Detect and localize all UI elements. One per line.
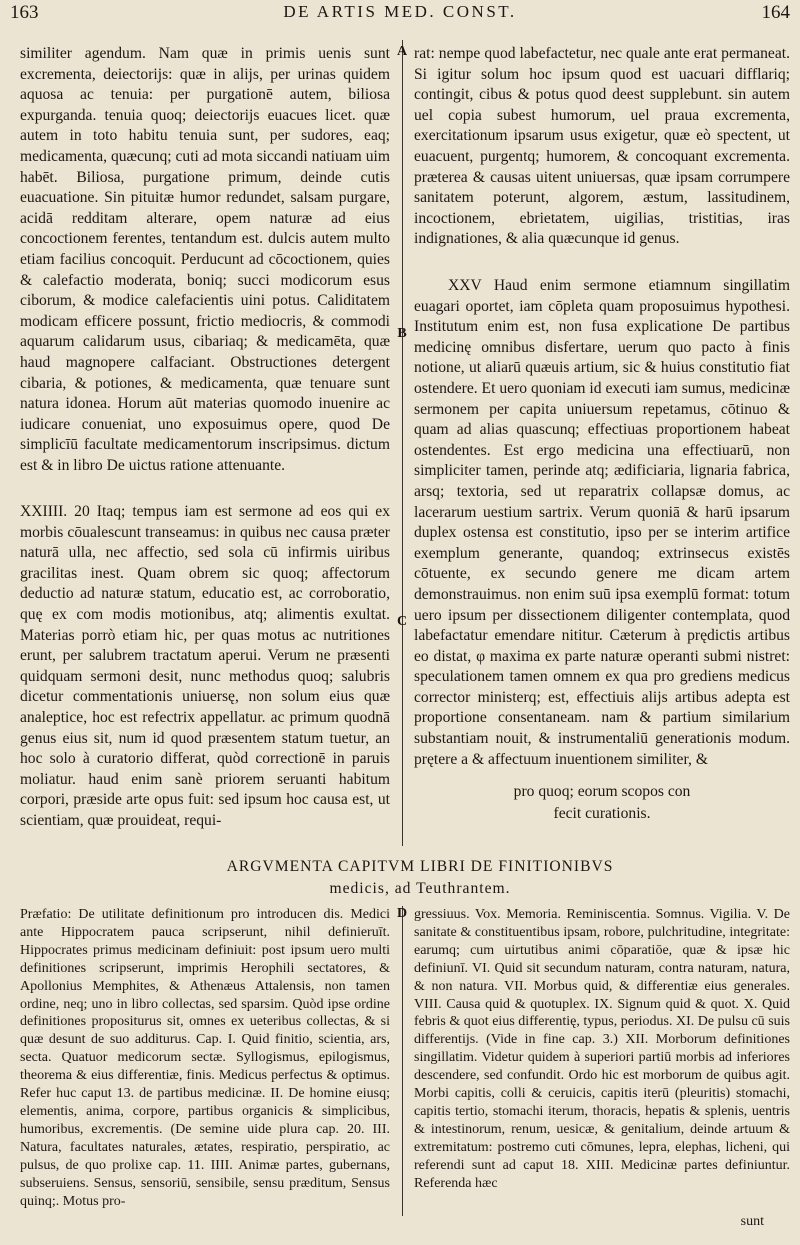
right-column-paragraph-1: rat: nempe quod labefactetur, nec quale ante erat permaneat. Si igitur solum hoc ipsum quod est uacuari difflariq; contingit, cibus & potus quod deest supplebunt. sin autem uel copia subest humorum, uel praua excrementa, exercitationum ipsarum usus exigetur, quæ eò spectent, ut euacuent, purgentq; humorem, & concoquant excrementa. præterea & causas uitent uniuersas, quæ ipsam corrumpere sanitatem poterunt, algorem, æstum, lassitudinem, incoctionem, ebrietatem, uigilias, tristitias, iras indignationes, & alia quæcunque id genus. (414, 45, 790, 248)
running-title: DE ARTIS MED. CONST. (283, 2, 517, 21)
page-number-right: 164 (761, 2, 790, 23)
column-divider-lower (402, 906, 403, 1216)
right-column-tail-2: fecit curationis. (553, 805, 651, 822)
right-column-paragraph-2: XXV Haud enim sermone etiamnum singillatim euagari oportet, iam cōpleta quam proposuimus hypothesi. Institutum enim est, non fusa explicatione De partibus medicinę omnibus disfertare, uerum quo pacto à finis notione, ut aliarū quæuis artium, sic & huius constitutio fiat ostendere. Et uero quoniam id executi iam sumus, medicinæ sermonem per capita uniuersum repetamus, cōtinuo & quam ad alias quascunq; effectiuas proportionem habeat ostendentes. Est ergo medicina una effectiuarū, non simpliciter tamen, perinde atq; ædificiaria, lignaria fabrica, arsq; textoria, sed ut reparatrix collapsæ domus, ac lacerarum uestium sartrix. Verum quoniā & harū ipsarum duplex ostensa est constitutio, ipso per se interim artifice exemplum generante, quandoq; extrinsecus existēs cōtuente, ex secundo genere me dicam artem demonstrauimus. non enim suū ipsa exemplū format: totum uero ipsum per dissectionem diligenter contemplata, quod labefactatur emendare nititur. Cæterum à prędictis artibus eo distat, φ maxima ex parte naturæ operanti submi nistret: speculationem tamen omnem ex qua pro grediens medicus corrector ministerq; est, effectiuis alijs artibus adepta est proportione consentaneam. nam & partium similarium substantiam nouit, & instrumentaliū generationis modum. prętere a & affectuum inuentionem similiter, & (414, 277, 790, 768)
margin-marker-c: C (396, 614, 408, 629)
section-heading: ARGVMENTA CAPITVM LIBRI DE FINITIONIBVS (226, 858, 614, 875)
left-column-paragraph-1: similiter agendum. Nam quæ in primis uenis sunt excrementa, deiectorijs: quæ in alijs, per urinas quidem aquosa ac tenuia: per purgationē autem, biliosa expurganda. tenuia quoq; deiectorijs euacues licet. quæ autem in toto habitu tenuia sunt, per sudores, eaq; medicamenta, quæcunq; cuti ad mota siccandi natiuam uim habēt. Biliosa, purgatione primum, deinde cutis euacuatione. Sin pituitæ humor redundet, salsam purgare, acidā redditam alterare, opem naturæ ad eius concoctionem ferentes, tentandum est. dulcis autem multo etiam facilius concoquit. Perducunt ad cōcoctionem, quies & calefactio moderata, boniq; succi modicorum esus ciborum, & modice calefacientis uini potus. Caliditatem modicam efficere possunt, frictio mediocris, & commodi aquarum calidarum usus, cibariaq; & medicamēta, quæ haud magnopere calfaciant. Obstructiones detergent cibaria, & potiones, & medicamenta, quæ tenuare sunt natura idonea. Horum aūt materias quomodo inuenire ac iudicare conueniat, uno exposuimus opere, quod De simplicīū facultate medicamentorum inscripsimus. dictum est & in libro De uictus ratione attenuante. (20, 45, 390, 474)
lower-right-summary: gressiuus. Vox. Memoria. Reminiscentia. Somnus. Vigilia. V. De sanitate & constituentibus ipsam, robore, pulchritudine, integritate: earumq; cum uirtutibus animi cōparatiōe, quæ & ipsæ hic definiunī. VI. Quid sit secundum naturam, contra naturam, natura, & non natura. VII. Morbus quid, & differentiæ eius generales. VIII. Causa quid & quotuplex. IX. Signum quid & quot. X. Quid febris & quot eius differentię, typus, periodus. XI. De pulsu cū suis differentijs. (Vide in fine cap. 3.) XII. Morborum definitiones singillatim. Videtur quidem à superiori partiū morbis ad inferiores descendere, sed confundit. Ordo hic est morborum de quibus agit. Morbi capitis, colli & ceruicis, capitis iterū (pleuritis) stomachi, capitis tertio, stomachi iterum, thoracis, hepatis & splenis, uentris & intestinorum, renum, uesicæ, & genitalium, deinde artuum & extremitatum: postremo cuti cōmunes, lepra, elephas, licheni, qui referendi sunt ad caput 18. XIII. Medicinæ partes definiuntur. Referenda hæc (414, 907, 790, 1191)
section-subheading: medicis, ad Teuthrantem. (329, 880, 511, 897)
left-column-paragraph-2: XXIIII. 20 Itaq; tempus iam est sermone ad eos qui ex morbis cōualescunt transeamus: in quibus nec causa præter naturā ulla, nec affectio, sed sola cū infirmis uiribus gracilitas inest. Quam obrem sic quoq; affectorum deductio ad naturæ statum, educatio est, ac corroboratio, quę ex com modis motionibus, atq; alimentis exultat. Materias porrò etiam hic, per quas motus ac nutritiones erunt, per salubrem tractatum aperui. Verum ne præsenti quidquam sermoni desit, nunc methodus quoq; salubris dicetur commentationis uniuersę, non solum eius quæ analeptice, hoc est refectrix appellatur. ac primum quodnā genus eius sit, num id quod præsentem statum tuetur, an hoc solo à curatorio differat, quòd correctionē in paruis moliatur. haud enim sanè priorem seruanti habitum corpori, præside arte opus fuit: sed ipsum hoc causa est, ut scientiam, quæ prouideat, requi- (20, 503, 390, 829)
running-head (8, 2, 792, 34)
lower-left-summary: Præfatio: De utilitate definitionum pro introducen dis. Medici ante Hippocratem pauca scripserunt, nihil definieruīt. Hippocrates primus medicinam definiuit: post ipsum uero multi definitiones scripserunt, imprimis Herophili sectatores, & Apollonius Memphites, & Athenæus Attalensis, non tamen ordine, neq; uno in libro collectas, sed sparsim. Quòd ipse ordine definitiones propositurus sit, omnes ex ueteribus collectas, & si quæ desunt de suo additurus. Cap. I. Quid finitio, scientia, ars, secta. Quatuor medicorum sectæ. Syllogismus, epilogismus, theorema & eius differentiæ, finis. Medicus perfectus & optimus. Refer huc caput 13. de partibus medicinæ. II. De homine eiusq; elementis, anima, corpore, partibus organicis & simplicibus, humoribus, excrementis. (De semine uide plura cap. 20. III. Natura, facultates naturales, ætates, respiratio, perspiratio, ac pulsus, de quo prolixe cap. 11. IIII. Animæ partes, gubernans, subseruiens. Sensus, sensoriū, sensibile, sensu præditum, Sensus quinq;. Motus pro- (20, 907, 390, 1209)
column-divider-upper (402, 40, 403, 846)
margin-marker-b: B (397, 326, 407, 341)
catchword: sunt (740, 1214, 764, 1229)
page-number-left: 163 (10, 2, 39, 23)
margin-marker-a: A (396, 44, 408, 59)
right-column-tail-1: pro quoq; eorum scopos con (513, 783, 691, 800)
margin-marker-d: D (396, 906, 408, 921)
